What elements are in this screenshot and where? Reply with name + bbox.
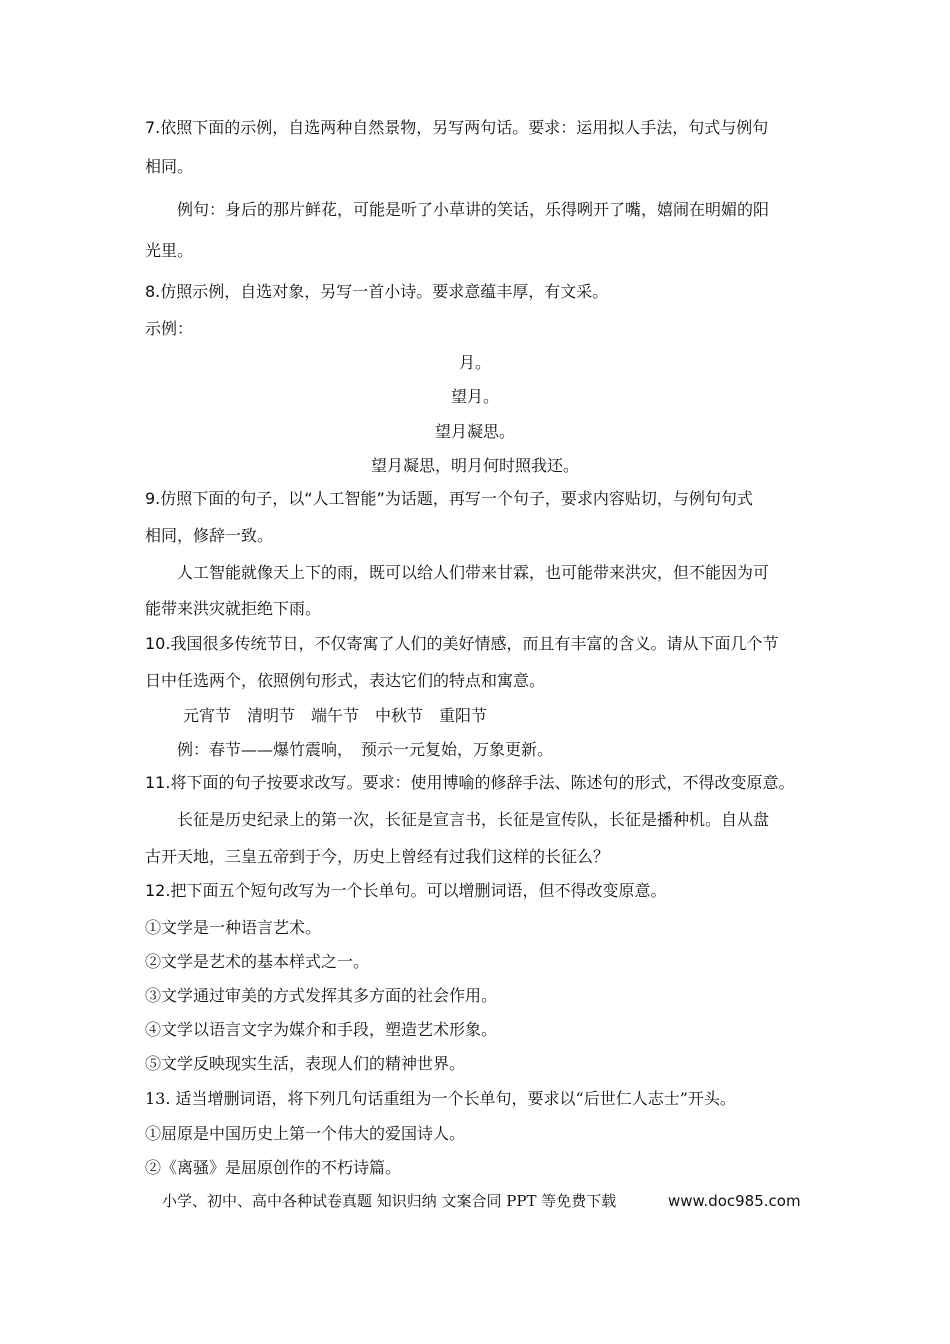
q9-example-line1: 人工智能就像天上下的雨，既可以给人们带来甘霖，也可能带来洪灾，但不能因为可 [177, 563, 770, 582]
q11-text-line2: 古开天地，三皇五帝到于今，历史上曾经有过我们这样的长征么？ [145, 847, 610, 866]
q13-prompt: 13. 适当增删词语，将下列几句话重组为一个长单句，要求以“后世仁人志士”开头。 [145, 1089, 736, 1108]
q10-prompt-line1: 10.我国很多传统节日，不仅寄寓了人们的美好情感，而且有丰富的含义。请从下面几个节 [145, 634, 779, 653]
q10-prompt-line2: 日中任选两个，依照例句形式，表达它们的特点和寓意。 [145, 671, 546, 690]
q8-example-label: 示例： [145, 319, 194, 338]
q8-poem-line: 月。 [458, 353, 491, 372]
q10-festivals: 元宵节 清明节 端午节 中秋节 重阳节 [183, 706, 488, 725]
q8-prompt: 8.仿照示例，自选对象，另写一首小诗。要求意蕴丰厚，有文采。 [145, 282, 609, 301]
q7-prompt-line2: 相同。 [145, 157, 194, 176]
q13-item: ②《离骚》是屈原创作的不朽诗篇。 [145, 1158, 402, 1177]
q10-example: 例：春节——爆竹震响， 预示一元复始，万象更新。 [177, 740, 554, 759]
q12-item: ②文学是艺术的基本样式之一。 [145, 952, 370, 971]
footer-url[interactable]: www.doc985.com [668, 1192, 801, 1210]
footer-text: 小学、初中、高中各种试卷真题 知识归纳 文案合同 PPT 等免费下载 [162, 1192, 617, 1210]
q8-poem-line: 望月凝思。 [434, 422, 515, 441]
q12-item: ①文学是一种语言艺术。 [145, 918, 322, 937]
q12-item: ③文学通过审美的方式发挥其多方面的社会作用。 [145, 986, 498, 1005]
q7-example-line1: 例句：身后的那片鲜花，可能是听了小草讲的笑话，乐得咧开了嘴，嬉闹在明媚的阳 [177, 200, 770, 219]
q8-poem-line: 望月。 [450, 387, 499, 406]
q9-prompt-line2: 相同，修辞一致。 [145, 526, 274, 545]
q7-example-line2: 光里。 [145, 241, 194, 260]
q12-item: ⑤文学反映现实生活，表现人们的精神世界。 [145, 1054, 466, 1073]
q11-text-line1: 长征是历史纪录上的第一次，长征是宣言书，长征是宣传队，长征是播种机。自从盘 [177, 810, 770, 829]
q9-example-line2: 能带来洪灾就拒绝下雨。 [145, 599, 322, 618]
q12-item: ④文学以语言文字为媒介和手段，塑造艺术形象。 [145, 1020, 498, 1039]
q13-item: ①屈原是中国历史上第一个伟大的爱国诗人。 [145, 1124, 466, 1143]
q9-prompt-line1: 9.仿照下面的句子，以“人工智能”为话题，再写一个句子，要求内容贴切，与例句句式 [145, 489, 753, 508]
q7-prompt-line1: 7.依照下面的示例，自选两种自然景物，另写两句话。要求：运用拟人手法，句式与例句 [145, 118, 769, 137]
q8-poem-line: 望月凝思，明月何时照我还。 [370, 456, 579, 475]
q11-prompt: 11.将下面的句子按要求改写。要求：使用博喻的修辞手法、陈述句的形式，不得改变原意。 [145, 773, 795, 792]
q12-prompt: 12.把下面五个短句改写为一个长单句。可以增删词语，但不得改变原意。 [145, 881, 667, 900]
